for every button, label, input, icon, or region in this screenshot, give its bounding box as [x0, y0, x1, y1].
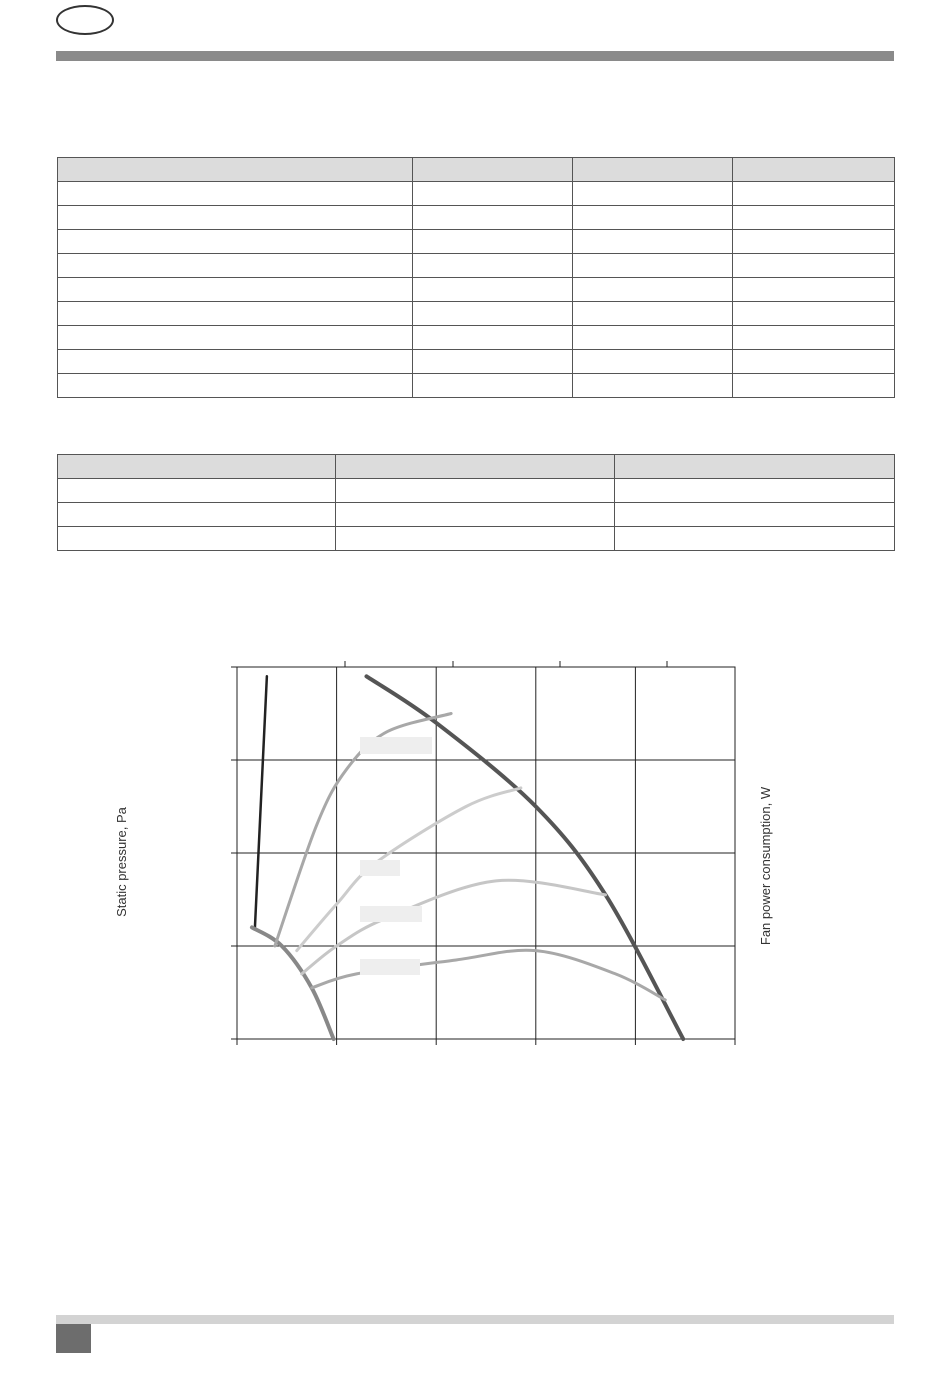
- table-2-header-cell: [58, 455, 336, 479]
- table-cell: [58, 302, 413, 326]
- y-axis-label-right: Fan power consumption, W: [758, 786, 773, 946]
- specifications-table: [57, 157, 895, 398]
- table-cell: [413, 206, 573, 230]
- table-row: [58, 479, 895, 503]
- table-cell: [336, 527, 615, 551]
- table-2-header-cell: [615, 455, 895, 479]
- table-cell: [733, 374, 895, 398]
- table-row: [58, 278, 895, 302]
- table-cell: [573, 206, 733, 230]
- table-cell: [58, 230, 413, 254]
- table-cell: [573, 326, 733, 350]
- speed-3-label-box: [360, 906, 422, 922]
- table-cell: [573, 374, 733, 398]
- table-cell: [413, 278, 573, 302]
- table-cell: [733, 230, 895, 254]
- table-cell: [58, 479, 336, 503]
- table-cell: [58, 326, 413, 350]
- table-cell: [58, 182, 413, 206]
- speed-4-label-box: [360, 959, 420, 975]
- table-cell: [733, 206, 895, 230]
- table-cell: [413, 374, 573, 398]
- table-cell: [58, 350, 413, 374]
- table-cell: [733, 302, 895, 326]
- table-cell: [58, 503, 336, 527]
- performance-chart-svg: [150, 640, 800, 1060]
- secondary-table-header: [58, 455, 895, 479]
- table-cell: [733, 350, 895, 374]
- header-rule: [56, 51, 894, 61]
- language-badge: [56, 5, 114, 35]
- table-cell: [413, 302, 573, 326]
- table-row: [58, 374, 895, 398]
- table-row: [58, 326, 895, 350]
- table-row: [58, 503, 895, 527]
- table-row: [58, 254, 895, 278]
- series-speed-2: [297, 788, 521, 951]
- page-number-box: [56, 1324, 91, 1353]
- table-cell: [58, 278, 413, 302]
- table-cell: [336, 503, 615, 527]
- table-cell: [733, 326, 895, 350]
- series-system-line: [255, 676, 267, 927]
- table-cell: [58, 374, 413, 398]
- table-cell: [733, 278, 895, 302]
- footer-rule: [56, 1315, 894, 1324]
- table-cell: [615, 479, 895, 503]
- table-cell: [58, 206, 413, 230]
- table-cell: [573, 182, 733, 206]
- table-cell: [413, 254, 573, 278]
- performance-chart: [150, 640, 800, 1060]
- y-axis-label-left: Static pressure, Pa: [114, 807, 129, 917]
- speed-2-label-box: [360, 860, 400, 876]
- specifications-table-header: [58, 158, 895, 182]
- table-cell: [733, 254, 895, 278]
- table-row: [58, 350, 895, 374]
- table-row: [58, 230, 895, 254]
- series-speed-4: [312, 950, 666, 1000]
- speed-1-label-box: [360, 737, 432, 754]
- table-cell: [58, 527, 336, 551]
- secondary-table: [57, 454, 895, 551]
- table-cell: [573, 302, 733, 326]
- table-cell: [573, 278, 733, 302]
- table-cell: [733, 182, 895, 206]
- table-row: [58, 182, 895, 206]
- table-1-header-cell: [413, 158, 573, 182]
- table-2-header-cell: [336, 455, 615, 479]
- table-row: [58, 302, 895, 326]
- table-1-header-cell: [573, 158, 733, 182]
- table-cell: [573, 230, 733, 254]
- table-cell: [573, 350, 733, 374]
- table-cell: [413, 326, 573, 350]
- table-cell: [573, 254, 733, 278]
- table-row: [58, 206, 895, 230]
- table-cell: [413, 350, 573, 374]
- table-1-header-cell: [58, 158, 413, 182]
- table-1-header-cell: [733, 158, 895, 182]
- table-cell: [58, 254, 413, 278]
- table-cell: [413, 182, 573, 206]
- table-cell: [615, 527, 895, 551]
- table-row: [58, 527, 895, 551]
- table-cell: [413, 230, 573, 254]
- table-cell: [336, 479, 615, 503]
- table-cell: [615, 503, 895, 527]
